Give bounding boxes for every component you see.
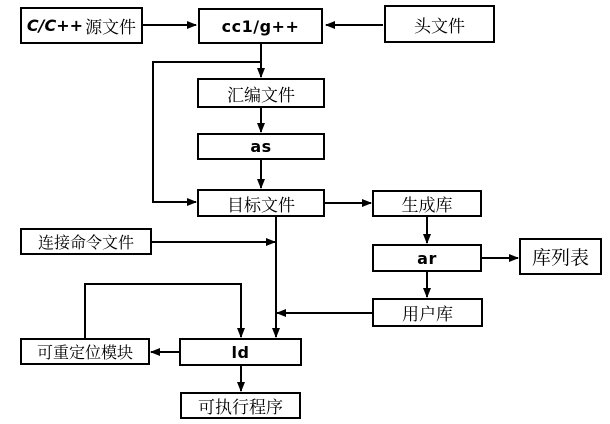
node-user-library-label: 用户库 [402, 305, 453, 324]
node-source-file [20, 7, 143, 44]
node-user-library [372, 298, 483, 327]
node-as [197, 133, 325, 160]
node-assembly-file [197, 78, 325, 108]
node-generate-library-label: 生成库 [401, 196, 453, 215]
node-ar-label: ar [417, 248, 437, 268]
node-object-file [197, 189, 325, 217]
node-relocatable-module-label: 可重定位模块 [36, 345, 133, 362]
node-ld-label: ld [231, 342, 250, 362]
node-executable-program-label: 可执行程序 [198, 398, 283, 417]
node-executable-program [180, 392, 301, 419]
node-header-file-label: 头文件 [414, 16, 465, 36]
edge-reloc-to-ld [85, 284, 241, 338]
node-library-list [519, 238, 602, 275]
node-source-file-cjk-label: 源文件 [85, 18, 137, 37]
node-relocatable-module [20, 338, 150, 365]
node-object-file-label: 目标文件 [227, 195, 295, 215]
node-as-label: as [250, 137, 272, 156]
node-link-command-file [20, 228, 152, 255]
node-link-command-file-label: 连接命令文件 [37, 235, 134, 252]
node-library-list-label: 库列表 [531, 248, 589, 269]
node-cc1-gpp [198, 8, 323, 44]
node-ld [179, 338, 302, 366]
node-ar [372, 244, 482, 272]
node-assembly-file-label: 汇编文件 [227, 85, 295, 105]
node-cc1-gpp-label: cc1/g++ [221, 16, 300, 36]
node-header-file [384, 5, 495, 43]
node-source-file-latin-label: C/C++ [26, 16, 84, 35]
node-generate-library [372, 190, 482, 217]
